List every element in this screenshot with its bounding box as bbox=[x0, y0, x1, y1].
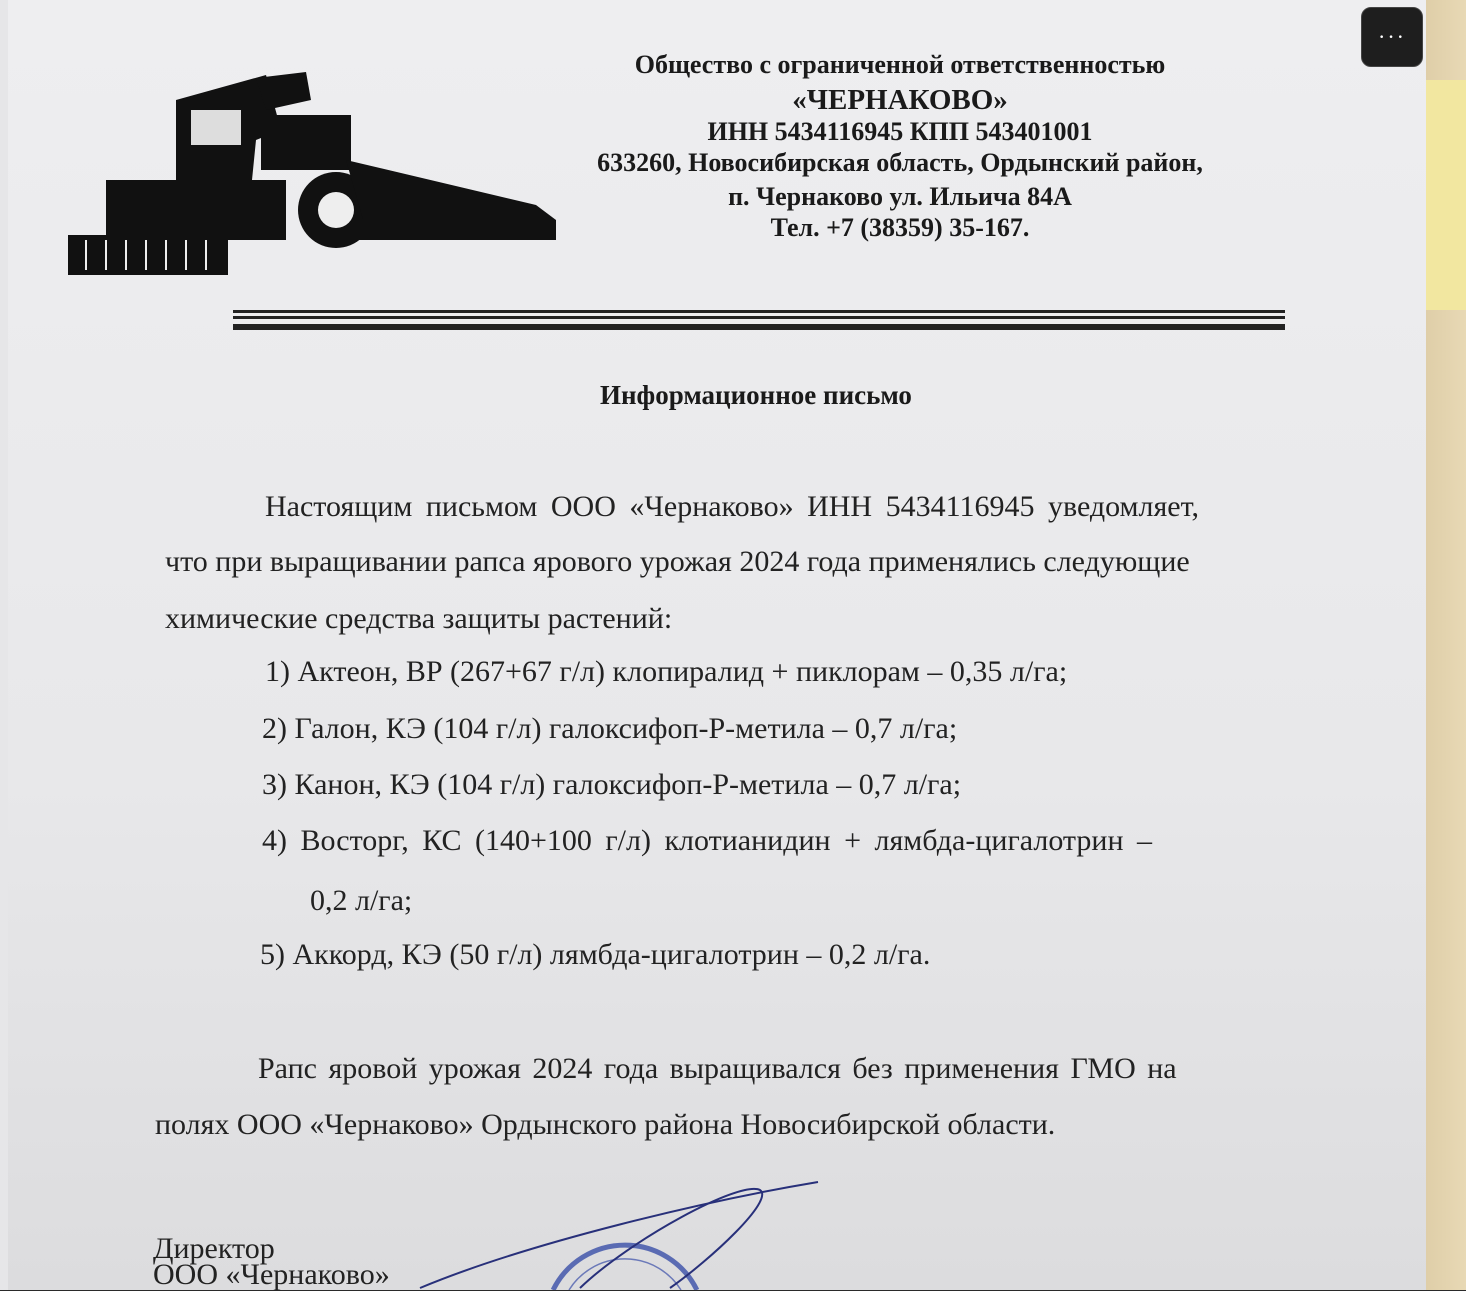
list-item: 5) Аккорд, КЭ (50 г/л) лямбда-цигалотрин – 0,2 л/га. bbox=[260, 938, 931, 971]
letter-title: Информационное письмо bbox=[600, 380, 912, 410]
intro-line: химические средства защиты растений: bbox=[165, 602, 673, 635]
list-item-continued: 0,2 л/га; bbox=[310, 884, 413, 917]
letterhead-line1: Общество с ограниченной ответственностью bbox=[634, 50, 1166, 79]
header-divider bbox=[233, 310, 1285, 313]
letterhead-phone: Тел. +7 (38359) 35-167. bbox=[770, 213, 1030, 242]
combine-harvester-icon bbox=[66, 70, 566, 285]
intro-line: Настоящим письмом ООО «Чернаково» ИНН 5434116945 уведомляет, bbox=[265, 490, 1199, 523]
signatory-org: ООО «Чернаково» bbox=[153, 1258, 390, 1291]
list-item: 3) Канон, КЭ (104 г/л) галоксифоп-Р-метила – 0,7 л/га; bbox=[262, 768, 962, 801]
letterhead-company: «ЧЕРНАКОВО» bbox=[792, 84, 1008, 116]
list-item: 1) Актеон, ВР (267+67 г/л) клопиралид + пиклорам – 0,35 л/га; bbox=[265, 655, 1068, 688]
more-options-button[interactable] bbox=[1361, 7, 1423, 67]
letterhead-ids: ИНН 5434116945 КПП 543401001 bbox=[707, 117, 1093, 146]
ellipsis-icon: ··· bbox=[1378, 24, 1406, 49]
intro-line: что при выращивании рапса ярового урожая 2024 года применялись следующие bbox=[165, 545, 1190, 578]
header-divider bbox=[233, 316, 1285, 319]
signatory-position: Директор bbox=[153, 1232, 275, 1265]
conclusion-line: полях ООО «Чернаково» Ордынского района Новосибирской области. bbox=[155, 1108, 1056, 1141]
header-divider-thick bbox=[233, 324, 1285, 330]
letterhead-address2: п. Чернаково ул. Ильича 84А bbox=[728, 182, 1072, 211]
letterhead-address1: 633260, Новосибирская область, Ордынский район, bbox=[597, 148, 1203, 177]
list-item: 2) Галон, КЭ (104 г/л) галоксифоп-Р-метила – 0,7 л/га; bbox=[262, 712, 958, 745]
signature-and-stamp bbox=[380, 1180, 820, 1290]
list-item: 4) Восторг, КС (140+100 г/л) клотианидин + лямбда-цигалотрин – bbox=[262, 824, 1153, 857]
conclusion-line: Рапс яровой урожая 2024 года выращивался без применения ГМО на bbox=[258, 1052, 1177, 1085]
